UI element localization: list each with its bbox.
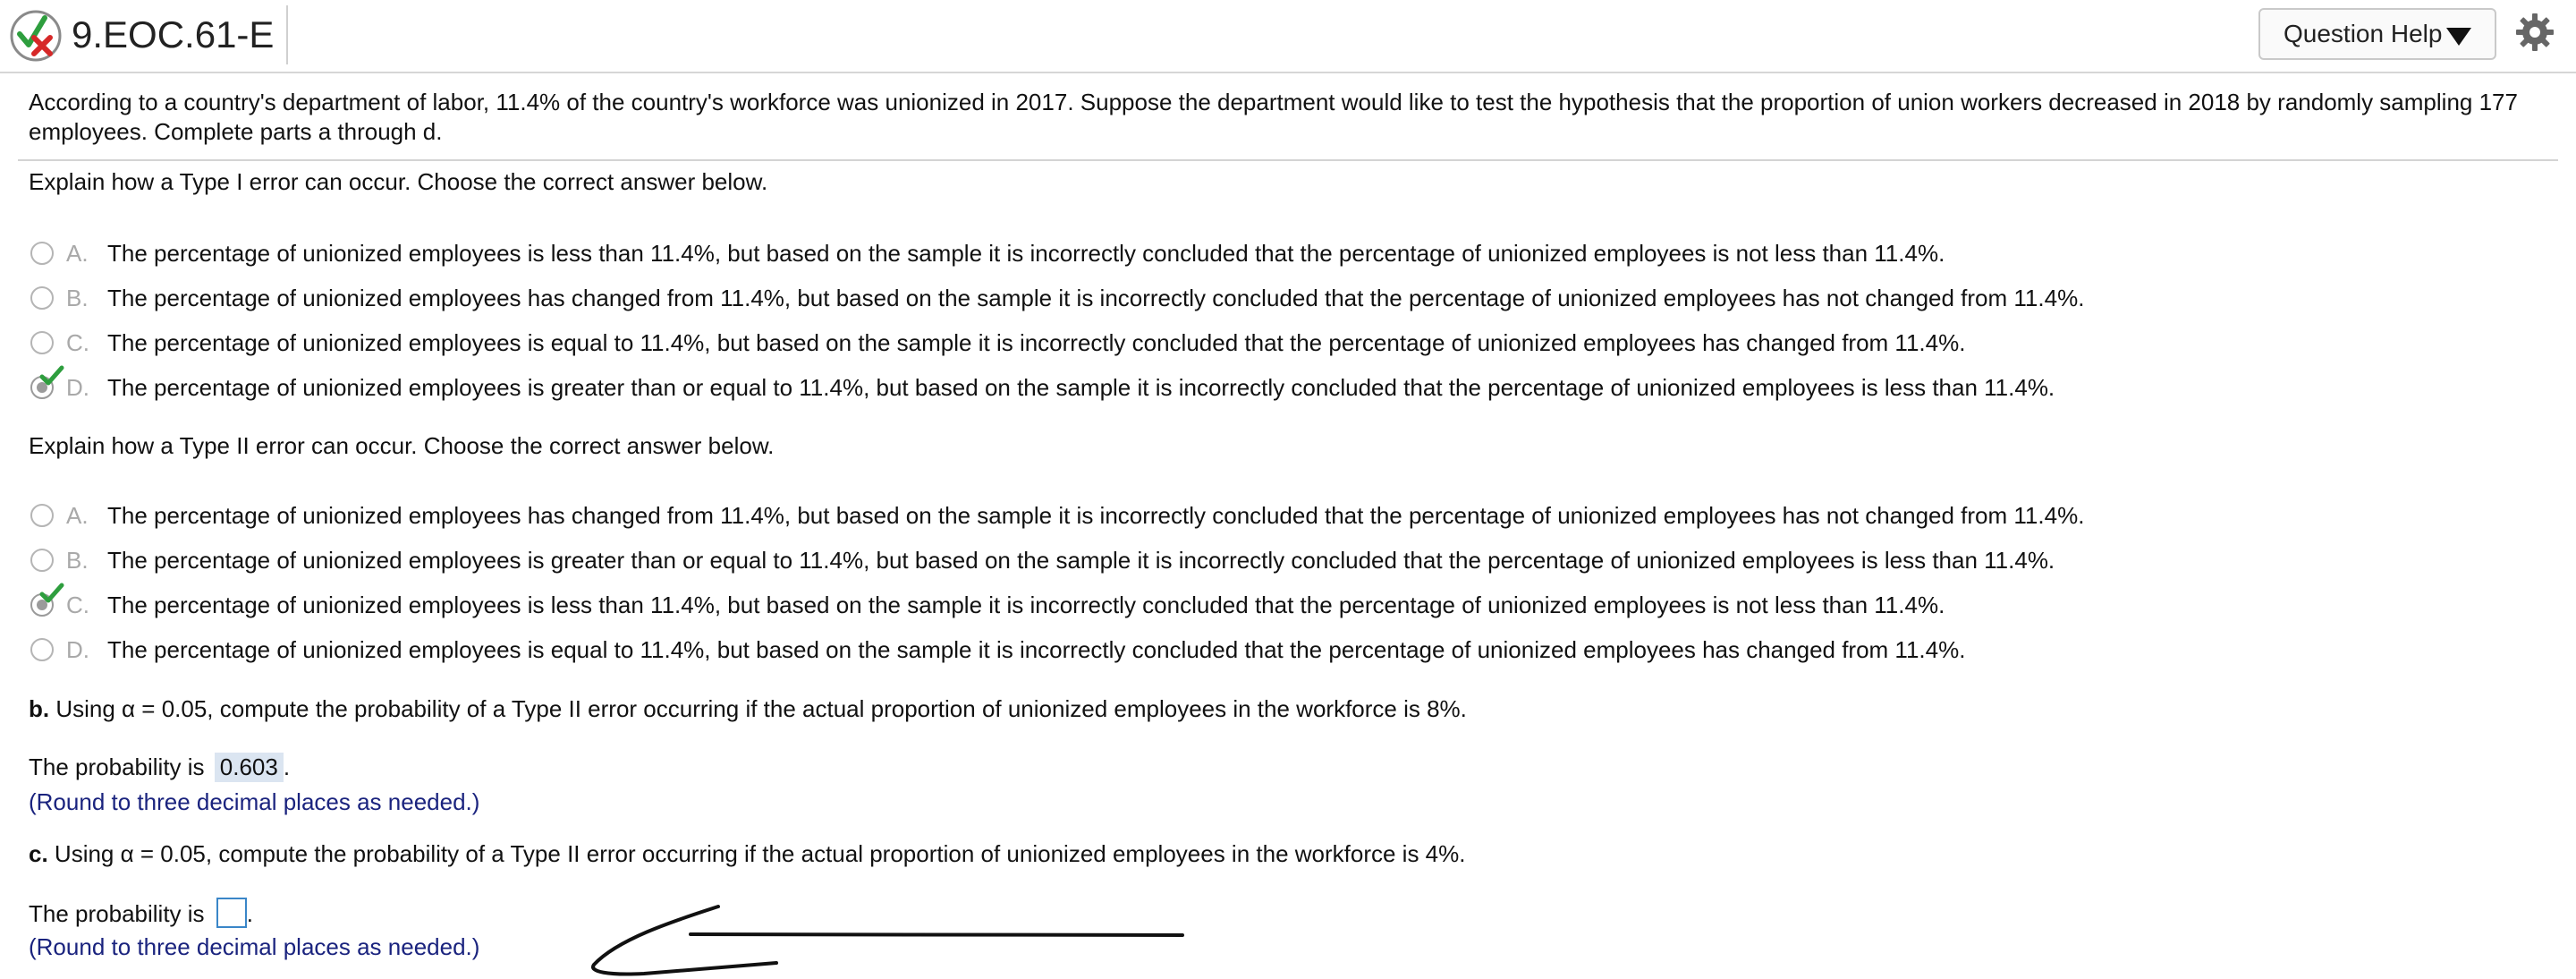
- option-letter: C.: [66, 592, 89, 618]
- option-letter: D.: [66, 374, 89, 401]
- radio-button[interactable]: [30, 331, 54, 354]
- part-b-question: [29, 694, 1467, 724]
- partially-correct-icon: [9, 9, 63, 63]
- option-text: The percentage of unionized employees is greater than or equal to 11.4%, but based on the sample it is incorrectly concluded that the percentage of unionized employees is less than 11.4%.: [107, 547, 2055, 574]
- option-text: The percentage of unionized employees is less than 11.4%, but based on the sample it is incorrectly concluded that the percentage of unionized employees is not less than 11.4%.: [107, 240, 1945, 267]
- answer-suffix: .: [246, 900, 254, 927]
- option-letter: A.: [66, 240, 89, 267]
- part-b-answer-value: 0.603: [215, 753, 284, 782]
- header-bar: [0, 0, 2576, 73]
- option-text: The percentage of unionized employees has changed from 11.4%, but based on the sample it is incorrectly concluded that the percentage of unionized employees has not changed from 11.4%.: [107, 285, 2085, 311]
- question-help-button[interactable]: [2258, 8, 2496, 60]
- check-icon: [39, 365, 64, 387]
- part-b-label: b.: [29, 695, 50, 722]
- option-text: The percentage of unionized employees is equal to 11.4%, but based on the sample it is incorrectly concluded that the percentage of unionized employees has changed from 11.4%.: [107, 329, 1966, 356]
- type1-prompt: Explain how a Type I error can occur. Choose the correct answer below.: [29, 168, 768, 195]
- gear-icon[interactable]: [2515, 13, 2555, 52]
- answer-suffix: .: [283, 753, 291, 780]
- part-b-answer-line: [29, 753, 290, 782]
- option-text: The percentage of unionized employees is equal to 11.4%, but based on the sample it is incorrectly concluded that the percentage of unionized employees has changed from 11.4%.: [107, 636, 1966, 663]
- handwritten-arrow-annotation: [581, 895, 1190, 979]
- part-c-question: [29, 839, 1465, 869]
- option-text: The percentage of unionized employees is greater than or equal to 11.4%, but based on the sample it is incorrectly concluded that the percentage of unionized employees is less than 11.4%.: [107, 374, 2055, 401]
- part-c-answer-input[interactable]: [216, 898, 247, 928]
- part-c-label: c.: [29, 840, 48, 867]
- option-letter: B.: [66, 547, 89, 574]
- type2-prompt: Explain how a Type II error can occur. Choose the correct answer below.: [29, 432, 775, 459]
- answer-prefix: The probability is: [29, 753, 205, 780]
- part-b-hint: (Round to three decimal places as needed.): [29, 788, 480, 815]
- question-help-label: Question Help: [2284, 20, 2443, 47]
- radio-button[interactable]: [30, 549, 54, 572]
- option-text: The percentage of unionized employees is less than 11.4%, but based on the sample it is incorrectly concluded that the percentage of unionized employees is not less than 11.4%.: [107, 592, 1945, 618]
- radio-button[interactable]: [30, 638, 54, 661]
- part-c-hint: (Round to three decimal places as needed.): [29, 933, 480, 960]
- radio-button[interactable]: [30, 242, 54, 265]
- divider: [18, 159, 2558, 161]
- problem-statement: According to a country's department of labor, 11.4% of the country's workforce was unionized in 2017. Suppose the department would like to test the hypothesis that the proportion of union workers decreased in 2018 by randomly sampling 177 employees. Complete parts a through d.: [29, 89, 2518, 145]
- page-title: 9.EOC.61-E: [72, 5, 288, 64]
- part-c-answer-line: [29, 898, 253, 929]
- option-letter: B.: [66, 285, 89, 311]
- option-text: The percentage of unionized employees has changed from 11.4%, but based on the sample it is incorrectly concluded that the percentage of unionized employees has not changed from 11.4%.: [107, 502, 2085, 529]
- check-icon: [39, 583, 64, 604]
- option-letter: D.: [66, 636, 89, 663]
- radio-button[interactable]: [30, 286, 54, 310]
- part-b-text: Using α = 0.05, compute the probability of a Type II error occurring if the actual proportion of unionized employees in the workforce is 8%.: [49, 695, 1467, 722]
- radio-button[interactable]: [30, 504, 54, 527]
- part-c-text: Using α = 0.05, compute the probability of a Type II error occurring if the actual proportion of unionized employees in the workforce is 4%.: [47, 840, 1466, 867]
- answer-prefix: The probability is: [29, 900, 205, 927]
- chevron-down-icon: [2446, 28, 2471, 46]
- option-letter: A.: [66, 502, 89, 529]
- option-letter: C.: [66, 329, 89, 356]
